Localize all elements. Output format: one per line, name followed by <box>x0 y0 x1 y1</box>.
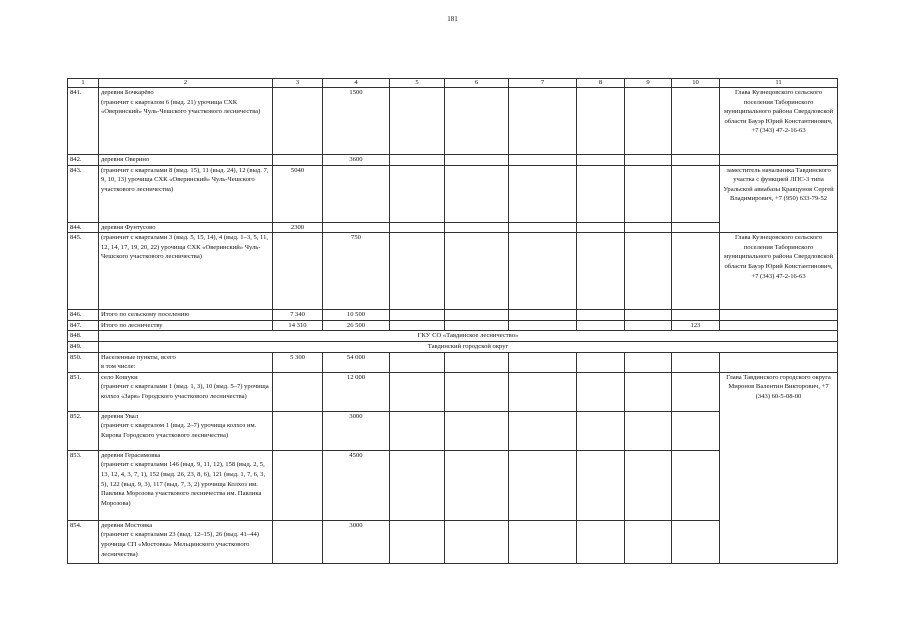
value-cell: 14 310 <box>273 320 323 331</box>
value-cell: 5040 <box>273 165 323 222</box>
responsible-contact: Глава Тавдинского городского округа Миронов Валентин Викторович, +7 (343) 60-5-08-00 <box>720 372 838 563</box>
settlement-name: село Кошуки <box>101 373 138 381</box>
settlement-name: Населенные пункты, всего <box>101 353 176 361</box>
value-cell: 3600 <box>323 155 390 166</box>
value-cell: 2300 <box>273 222 323 233</box>
row-number: 842. <box>68 155 99 166</box>
col-header: 6 <box>445 79 509 88</box>
col-header: 2 <box>99 79 273 88</box>
table-row <box>68 165 838 222</box>
value-cell: 3000 <box>323 520 390 563</box>
value-cell: 750 <box>323 233 390 310</box>
row-number: 841. <box>68 88 99 155</box>
value-cell: 3000 <box>323 411 390 450</box>
col-header: 7 <box>509 79 577 88</box>
settlement-name: деревня Бочкарёво <box>101 89 154 96</box>
table-row <box>68 331 838 342</box>
settlement-boundary: (граничит с кварталами 146 (выд. 9, 11, 12), 158 (выд. 2, 5, 13, 12, 4, 3, 7, 1), 152 (выд. 26, 23, 8, 6), 121 (выд. 1, 7, 6, 3, 5), 122 (выд. 9, 3), 117 (выд. 7, 3, 2) урочища Колхоз им. Павлика Морозова участкового лесничества им. Павлика Морозова) <box>101 461 266 507</box>
value-cell: 26 500 <box>323 320 390 331</box>
row-number: 846. <box>68 310 99 321</box>
col-header: 5 <box>390 79 445 88</box>
including-label: в том числе: <box>101 363 136 371</box>
row-number: 844. <box>68 222 99 233</box>
table-row <box>68 310 838 321</box>
table-row <box>68 88 838 155</box>
settlement-boundary: (граничит с кварталами 8 (выд. 15), 11 (выд. 24), 12 (выд. 7, 9, 10, 13) урочища СХК «Оверинский» Чуль-Чешского участкового лесничества) <box>99 165 273 222</box>
settlement-name: деревня Герасимовка <box>101 451 161 459</box>
settlement-cell <box>99 411 273 450</box>
col-header: 3 <box>273 79 323 88</box>
section-title: Тавдинский городской округ <box>99 341 838 352</box>
settlement-name: деревня Увал <box>101 412 139 420</box>
row-number: 850. <box>68 352 99 372</box>
settlements-table <box>67 78 838 564</box>
responsible-contact: Глава Кузнецовского сельского поселения Таборинского муниципального района Свердловской области Бауэр Юрий Константинович, +7 (343) 47-2-16-63 <box>720 233 838 310</box>
settlement-name: деревня Фунтусово <box>99 222 273 233</box>
value-cell: 5 300 <box>273 352 323 372</box>
value-cell: 10 500 <box>323 310 390 321</box>
row-number: 845. <box>68 233 99 310</box>
col-header: 10 <box>672 79 720 88</box>
settlement-boundary: (граничит с кварталом 1 (выд. 2–7) урочища колхоз им. Кирова Городского участкового лесничества) <box>101 422 257 439</box>
section-title: ГКУ СО «Тавдинское лесничество» <box>99 331 838 342</box>
settlement-boundary: (граничит с кварталами 3 (выд. 5, 15, 14), 4 (выд. 1–3, 5, 11, 12, 14, 17, 19, 20, 22) урочища СХК «Оверинский» Чуль-Чешского участкового лесничества) <box>99 233 273 310</box>
page-number: 181 <box>447 15 458 23</box>
row-number: 847. <box>68 320 99 331</box>
value-cell: 4500 <box>323 450 390 520</box>
row-number: 853. <box>68 450 99 520</box>
row-number: 843. <box>68 165 99 222</box>
row-number: 854. <box>68 520 99 563</box>
responsible-contact: Глава Кузнецовского сельского поселения Таборинского муниципального района Свердловской области Бауэр Юрий Константинович, +7 (343) 47-2-16-63 <box>720 88 838 155</box>
value-cell: 7 340 <box>273 310 323 321</box>
col-header: 1 <box>68 79 99 88</box>
col-header: 9 <box>625 79 672 88</box>
column-numbers-row <box>68 79 838 88</box>
settlement-cell <box>99 450 273 520</box>
col-header: 11 <box>720 79 838 88</box>
table-row <box>68 233 838 310</box>
settlement-name: деревня Мостовка <box>101 521 153 529</box>
value-cell: 54 000 <box>323 352 390 372</box>
row-number: 848. <box>68 331 99 342</box>
settlement-boundary: (граничит с кварталом 6 (выд. 21) урочища СХК «Оверинский» Чуль-Чешского участкового лесничества) <box>101 98 261 116</box>
settlement-cell <box>99 520 273 563</box>
row-number: 851. <box>68 372 99 411</box>
col-header: 4 <box>323 79 390 88</box>
row-number: 849. <box>68 341 99 352</box>
value-cell: 123 <box>672 320 720 331</box>
settlement-cell <box>99 372 273 411</box>
table-row <box>68 352 838 372</box>
table-row <box>68 341 838 352</box>
total-label: Итого по сельскому поселению <box>99 310 273 321</box>
table-row <box>68 320 838 331</box>
settlement-cell <box>99 352 273 372</box>
table-row <box>68 372 838 411</box>
settlement-boundary: (граничит с кварталами 23 (выд. 12–15), 26 (выд. 41–44) урочища СП «Мостовка» Мельцинского участкового лесничества) <box>101 531 259 558</box>
total-label: Итого по лесничеству <box>99 320 273 331</box>
settlement-cell <box>99 88 273 155</box>
value-cell: 12 000 <box>323 372 390 411</box>
settlement-boundary: (граничит с кварталами 1 (выд. 1, 3), 10 (выд. 5–7) урочища колхоз «Заря» Городского участкового лесничества) <box>101 383 269 400</box>
responsible-contact: заместитель начальника Тавдинского участка с функцией ЛПС-3 типа Уральской авиабазы Кравцунов Сергей Владимирович, +7 (950) 633-79-52 <box>720 165 838 233</box>
table-row <box>68 155 838 166</box>
settlement-name: деревня Оверино <box>99 155 273 166</box>
col-header: 8 <box>577 79 625 88</box>
row-number: 852. <box>68 411 99 450</box>
value-cell: 1500 <box>323 88 390 155</box>
